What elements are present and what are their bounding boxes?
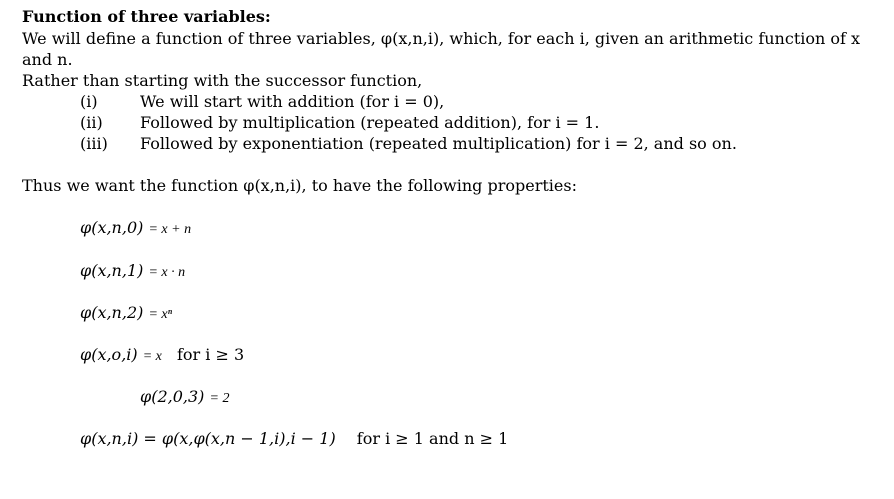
- intro-line-2: and n.: [22, 50, 73, 69]
- equation-condition: for i ≥ 3: [177, 345, 245, 364]
- equation-rhs: = x: [142, 349, 162, 364]
- equation-row: [80, 261, 185, 283]
- equation-lhs: φ(x,n,i) = φ(x,φ(x,n − 1,i),i − 1): [80, 429, 336, 448]
- list-item-number: (ii): [80, 113, 103, 132]
- intro-line-3: Rather than starting with the successor function,: [22, 71, 423, 90]
- list-item-number: (i): [80, 92, 98, 111]
- equation-row: [140, 387, 229, 409]
- equation-row: [80, 303, 172, 325]
- equation-rhs: = x · n: [148, 265, 186, 280]
- list-item-number: (iii): [80, 134, 108, 153]
- equation-lhs: φ(2,0,3): [140, 387, 205, 406]
- list-item-text: We will start with addition (for i = 0),: [140, 92, 445, 111]
- equation-rhs: = xⁿ: [148, 307, 173, 322]
- equation-rhs: = x + n: [148, 222, 192, 237]
- equation-row: [80, 218, 191, 240]
- equation-lhs: φ(x,n,0): [80, 218, 144, 237]
- properties-intro: Thus we want the function φ(x,n,i), to have the following properties:: [22, 176, 577, 195]
- intro-line-1: We will define a function of three variables, φ(x,n,i), which, for each i, given an arithmetic function of x: [22, 29, 861, 48]
- list-item-text: Followed by exponentiation (repeated multiplication) for i = 2, and so on.: [140, 134, 737, 153]
- equation-rhs: = 2: [209, 391, 230, 406]
- equation-row: [80, 429, 508, 449]
- list-item-text: Followed by multiplication (repeated addition), for i = 1.: [140, 113, 600, 132]
- equation-lhs: φ(x,n,1): [80, 261, 144, 280]
- equation-row: [80, 345, 244, 367]
- section-heading: Function of three variables:: [22, 7, 271, 26]
- equation-lhs: φ(x,n,2): [80, 303, 144, 322]
- equation-lhs: φ(x,o,i): [80, 345, 138, 364]
- equation-condition: for i ≥ 1 and n ≥ 1: [356, 429, 509, 448]
